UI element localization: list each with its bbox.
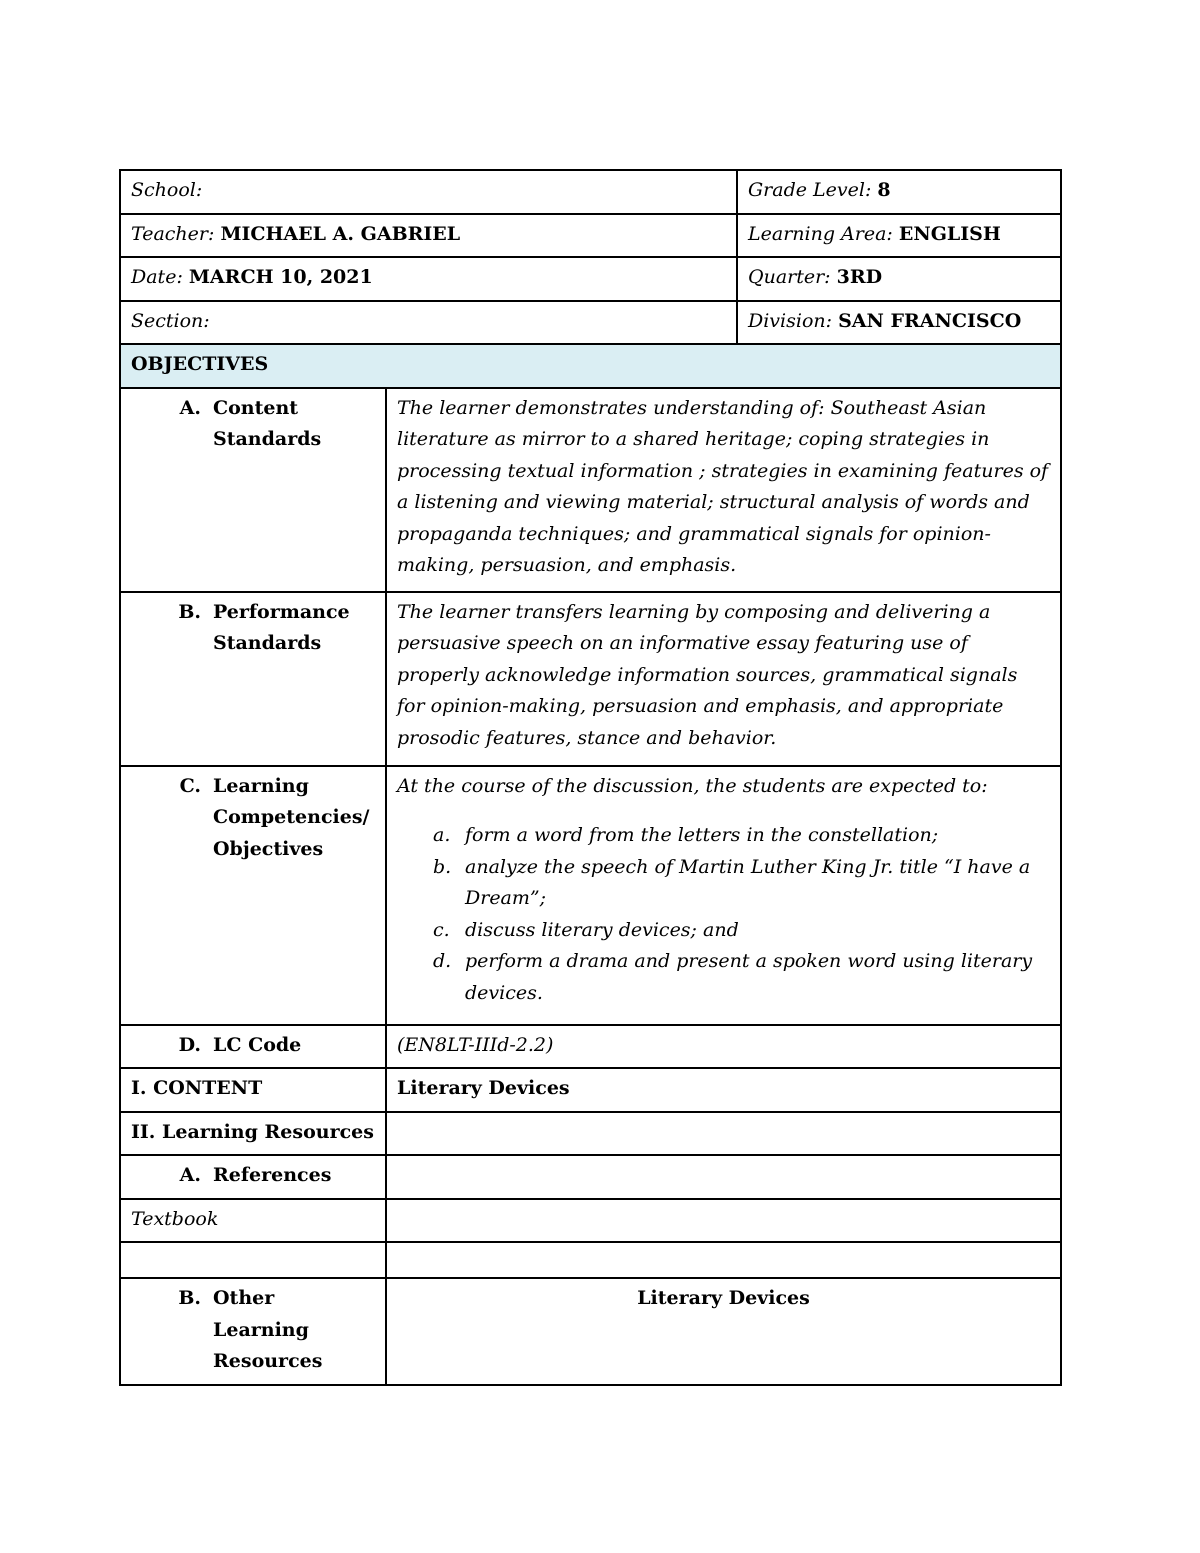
lesson-plan-page <box>119 169 1060 1386</box>
grade-level-label: Grade Level: <box>748 179 872 201</box>
lc-code-label-cell <box>120 1025 386 1069</box>
list-item <box>397 852 1050 915</box>
performance-standards-row <box>120 592 1061 766</box>
content-standards-text: The learner demonstrates understanding of: Southeast Asian literature as mirror to a shared heritage; coping strategies in processing textual information ; strategies in examining features of a listening and viewing material; structural analysis of words and propaganda techniques; and grammatical signals for opinion-making, persuasion, and emphasis. <box>386 388 1061 592</box>
other-resources-letter: B. <box>178 1287 201 1309</box>
date-row <box>120 257 1061 301</box>
content-standards-label: Content Standards <box>213 396 322 450</box>
lc-code-row <box>120 1025 1061 1069</box>
list-text: perform a drama and present a spoken word using literary devices. <box>465 950 1033 1004</box>
list-text: discuss literary devices; and <box>465 918 739 941</box>
list-marker: d. <box>433 950 452 972</box>
lesson-plan-table <box>119 169 1062 1386</box>
other-resources-label-cell <box>120 1278 386 1385</box>
teacher-value: MICHAEL A. GABRIEL <box>220 222 461 245</box>
competencies-cell <box>386 766 1061 1025</box>
learning-area-label: Learning Area: <box>748 222 893 245</box>
teacher-label: Teacher: <box>131 222 215 245</box>
performance-standards-letter: B. <box>178 600 201 623</box>
quarter-label: Quarter: <box>748 266 831 288</box>
teacher-row <box>120 214 1061 258</box>
other-resources-value: Literary Devices <box>386 1278 1061 1385</box>
list-text: form a word from the letters in the constellation; <box>465 824 939 846</box>
date-label: Date: <box>131 266 183 288</box>
other-resources-row <box>120 1278 1061 1385</box>
grade-level-value: 8 <box>877 179 891 201</box>
learning-resources-value <box>386 1112 1061 1156</box>
content-standards-row <box>120 388 1061 592</box>
competencies-label-cell <box>120 766 386 1025</box>
content-label: I. CONTENT <box>120 1068 386 1112</box>
division-cell <box>737 301 1061 345</box>
learning-area-value: ENGLISH <box>898 222 1001 245</box>
list-text: analyze the speech of Martin Luther King Jr. title “I have a Dream”; <box>465 855 1031 909</box>
quarter-value: 3RD <box>836 266 883 288</box>
content-value: Literary Devices <box>386 1068 1061 1112</box>
list-marker: c. <box>433 918 450 941</box>
competencies-list <box>397 820 1050 1009</box>
references-value <box>386 1155 1061 1199</box>
grade-level-cell <box>737 170 1061 214</box>
list-marker: a. <box>433 824 451 846</box>
blank-cell-left <box>120 1242 386 1278</box>
competencies-letter: C. <box>179 774 201 797</box>
competencies-label: Learning Competencies/ Objectives <box>213 774 370 860</box>
performance-standards-label: Performance Standards <box>213 600 350 654</box>
textbook-row <box>120 1199 1061 1243</box>
lc-code-value: (EN8LT-IIId-2.2) <box>386 1025 1061 1069</box>
other-resources-label: Other Learning Resources <box>213 1287 323 1372</box>
division-label: Division: <box>748 309 833 332</box>
section-cell <box>120 301 737 345</box>
learning-area-cell <box>737 214 1061 258</box>
learning-resources-row <box>120 1112 1061 1156</box>
school-label: School: <box>131 179 203 201</box>
references-label-cell <box>120 1155 386 1199</box>
textbook-label: Textbook <box>120 1199 386 1243</box>
list-item <box>397 915 1050 947</box>
date-cell <box>120 257 737 301</box>
blank-row <box>120 1242 1061 1278</box>
objectives-heading-row <box>120 344 1061 388</box>
performance-standards-label-cell <box>120 592 386 766</box>
section-row <box>120 301 1061 345</box>
list-item <box>397 946 1050 1009</box>
content-row <box>120 1068 1061 1112</box>
lc-code-letter: D. <box>178 1033 201 1056</box>
quarter-cell <box>737 257 1061 301</box>
learning-resources-label: II. Learning Resources <box>120 1112 386 1156</box>
school-row <box>120 170 1061 214</box>
references-label: References <box>213 1164 332 1186</box>
content-standards-letter: A. <box>179 396 201 419</box>
teacher-cell <box>120 214 737 258</box>
objectives-heading: OBJECTIVES <box>120 344 1061 388</box>
section-label: Section: <box>131 309 210 332</box>
competencies-row <box>120 766 1061 1025</box>
content-standards-label-cell <box>120 388 386 592</box>
competencies-intro: At the course of the discussion, the students are expected to: <box>397 774 988 797</box>
list-item <box>397 820 1050 852</box>
school-cell <box>120 170 737 214</box>
list-marker: b. <box>433 855 452 878</box>
date-value: MARCH 10, 2021 <box>188 266 373 288</box>
textbook-value <box>386 1199 1061 1243</box>
division-value: SAN FRANCISCO <box>838 309 1022 332</box>
lc-code-label: LC Code <box>213 1033 302 1056</box>
references-row <box>120 1155 1061 1199</box>
performance-standards-text: The learner transfers learning by composing and delivering a persuasive speech on an informative essay featuring use of properly acknowledge information sources, grammatical signals for opinion-making, persuasion and emphasis, and appropriate prosodic features, stance and behavior. <box>386 592 1061 766</box>
references-letter: A. <box>179 1164 201 1186</box>
blank-cell-right <box>386 1242 1061 1278</box>
